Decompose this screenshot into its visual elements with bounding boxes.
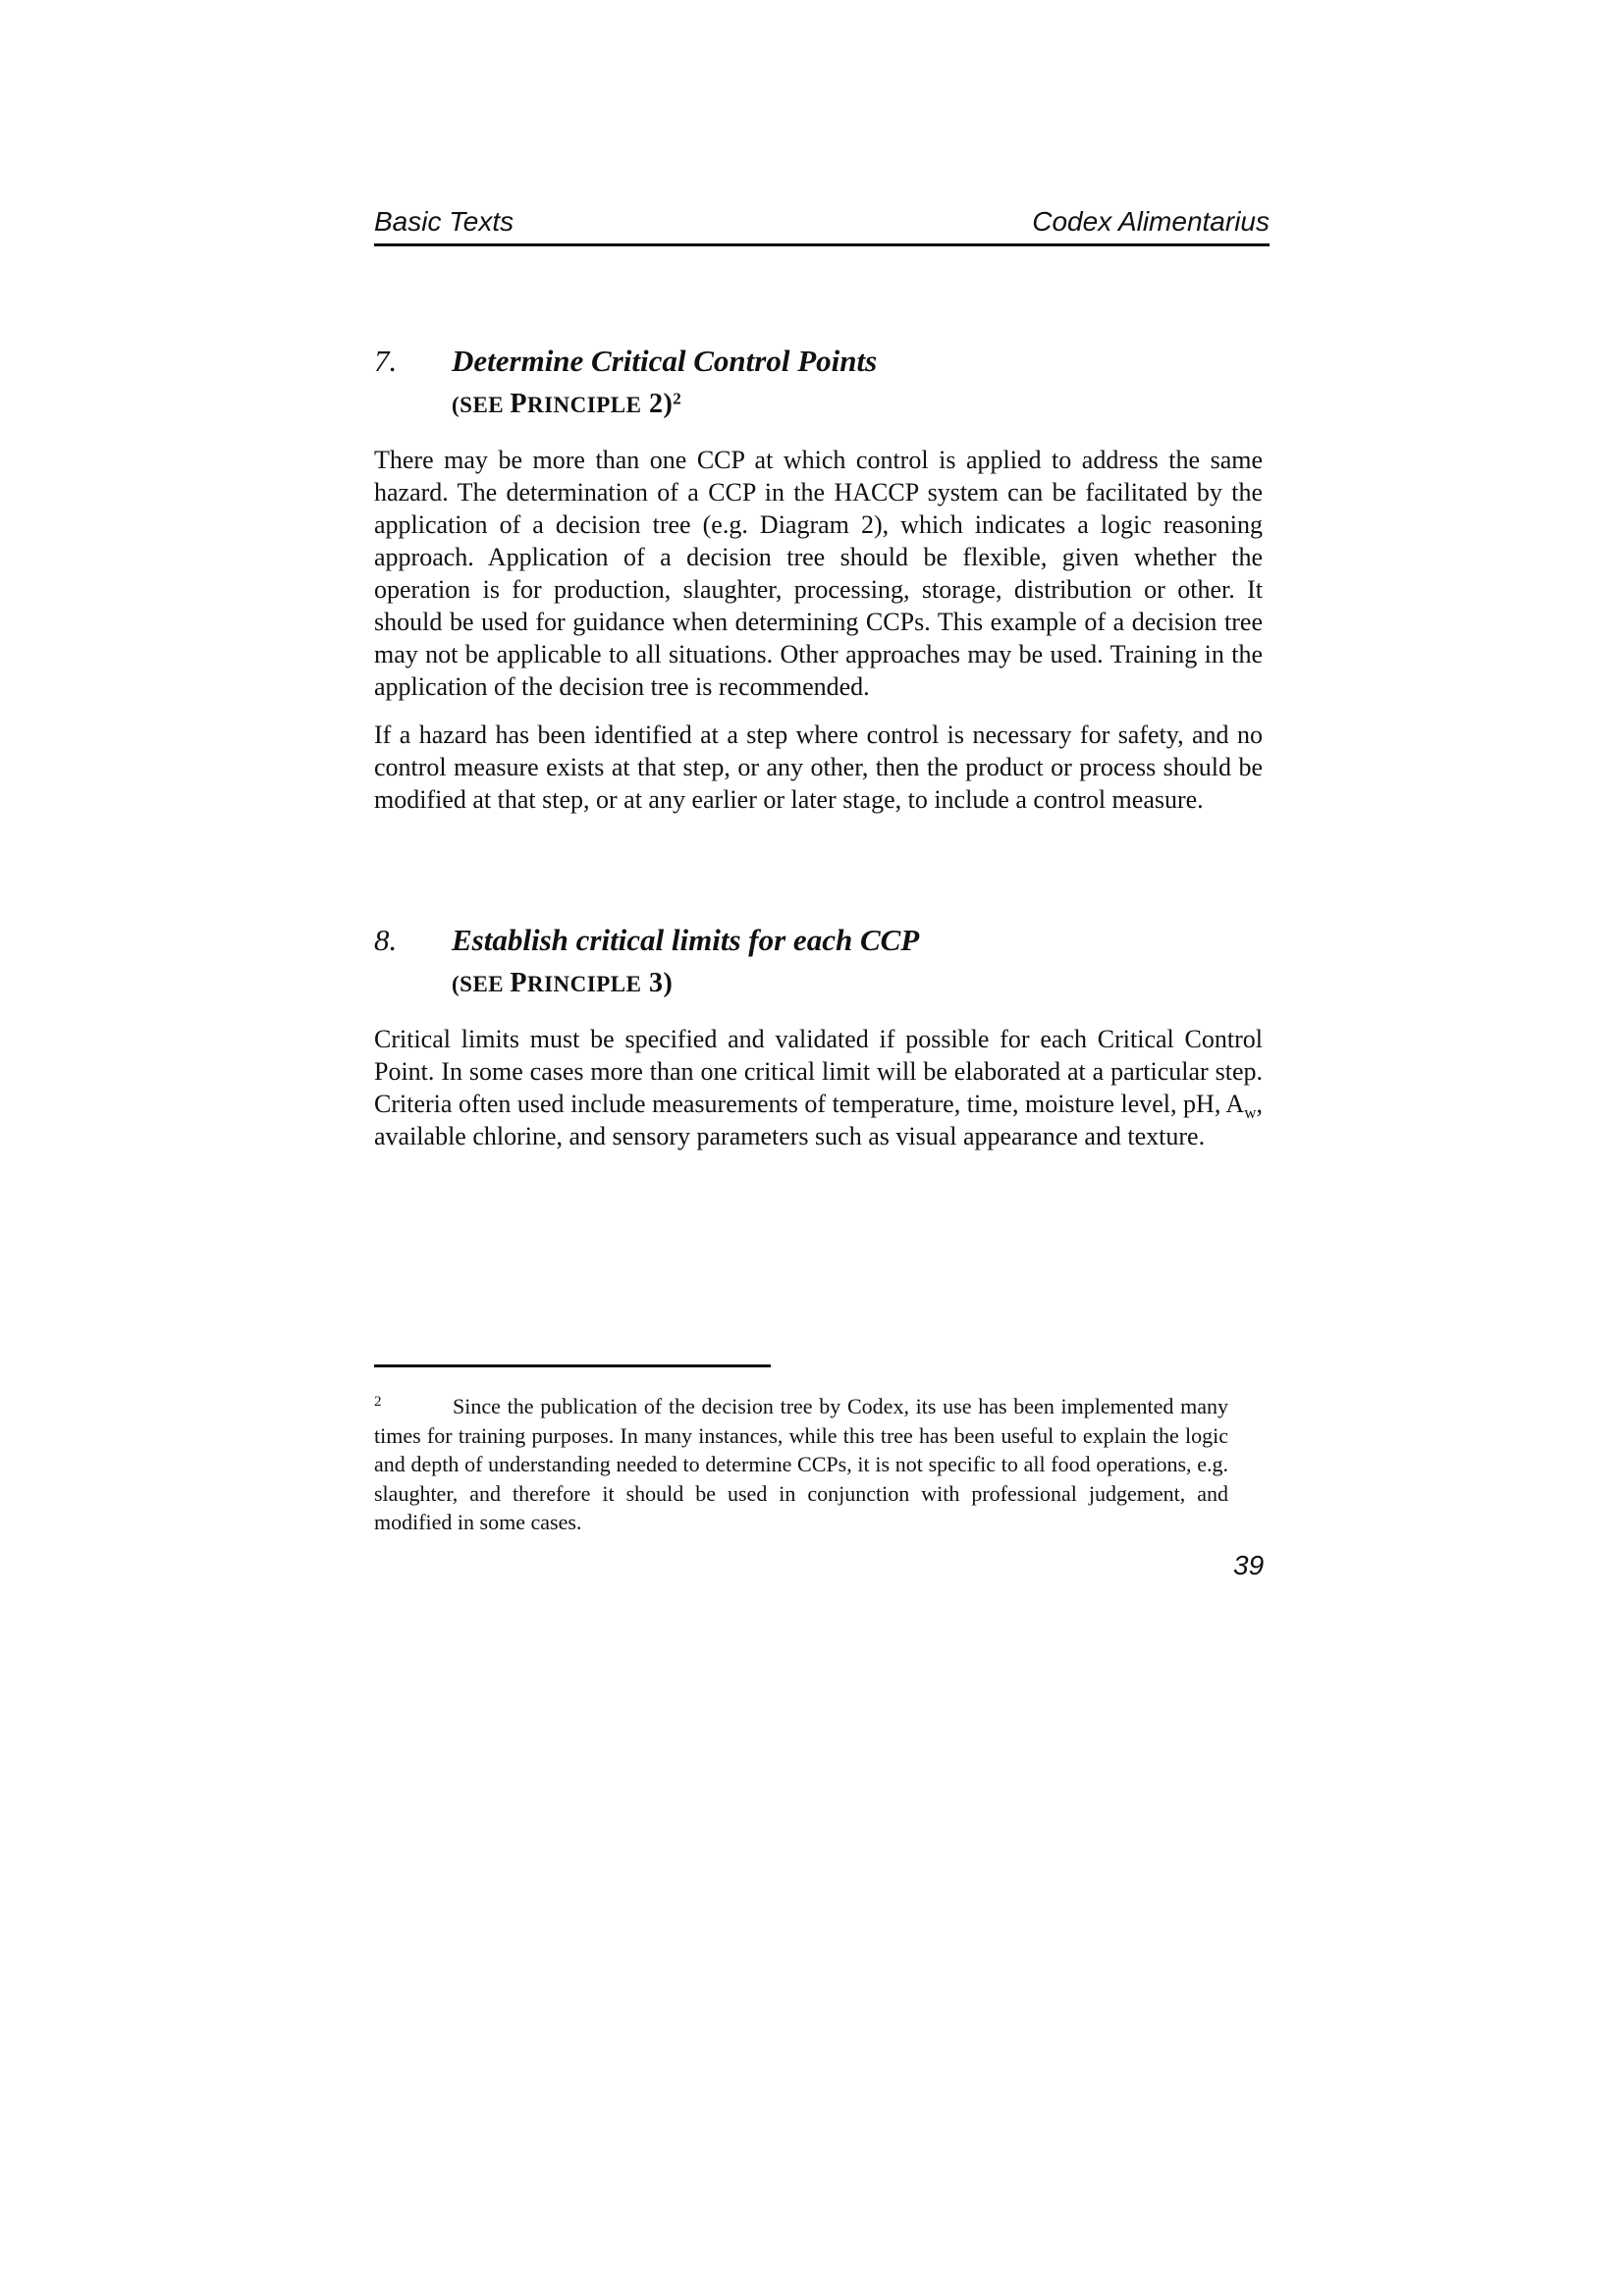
footnote-separator xyxy=(374,1364,771,1367)
section-number: 8. xyxy=(374,923,398,957)
section-number: 7. xyxy=(374,344,398,378)
section-8 xyxy=(374,923,1263,1152)
paragraph-text: Critical limits must be specified and validated if possible for each Critical Control Point. In some cases more than one critical limit will be elaborated at a particular step. Criteria often used include measurements of temperature, time, moisture level, pH, A xyxy=(374,1025,1263,1118)
principle-prefix: (SEE xyxy=(452,393,511,417)
paragraph-text: , available chlorine, and sensory parameters such as visual appearance and texture. xyxy=(374,1090,1263,1150)
section-heading xyxy=(374,923,1263,962)
running-header xyxy=(374,202,1270,246)
principle-word: RINCIPLE xyxy=(527,972,642,996)
principle-initial: P xyxy=(510,389,527,419)
body-paragraph: There may be more than one CCP at which control is applied to address the same hazard. The determination of a CCP in the HACCP system can be facilitated by the application of a decision tree (e.g. Diagram 2), which indicates a logic reasoning approach. Application of a decision tree should be flexible, given whether the operation is for production, slaughter, processing, storage, distribution or other. It should be used for guidance when determining CCPs. This example of a decision tree may not be applicable to all situations. Other approaches may be used. Training in the application of the decision tree is recommended. xyxy=(374,446,1263,701)
footnote: 2 Since the publication of the decision tree by Codex, its use has been implemented many times for training purposes. In many instances, while this tree has been useful to explain the logic and depth of understanding needed to determine CCPs, it is not specific to all food operations, e.g. slaughter, and therefore it should be used in conjunction with professional judgement, and modified in some cases. xyxy=(374,1393,1228,1534)
page-number: 39 xyxy=(1233,1550,1265,1580)
principle-prefix: (SEE xyxy=(452,972,511,996)
water-activity-subscript: w xyxy=(1244,1103,1257,1123)
body-paragraph xyxy=(374,1023,1263,1152)
principle-word: RINCIPLE xyxy=(527,393,642,417)
footnote-text: Since the publication of the decision tree by Codex, its use has been implemented many times for training purposes. In many instances, while this tree has been useful to explain the logic and depth of understanding needed to determine CCPs, it is not specific to all food operations, e.g. slaughter, and therefore it should be used in conjunction with professional judgement, and modified in some cases. xyxy=(374,1394,1228,1534)
principle-number: 2) xyxy=(641,389,674,419)
section-title: Determine Critical Control Points xyxy=(452,344,878,378)
header-left-title: Basic Texts xyxy=(374,206,514,237)
header-right-title: Codex Alimentarius xyxy=(1032,206,1270,237)
principle-number: 3) xyxy=(641,968,674,998)
principle-reference xyxy=(452,389,1263,422)
footnote-reference[interactable]: 2 xyxy=(673,389,682,408)
section-title: Establish critical limits for each CCP xyxy=(452,923,920,957)
body-paragraph: If a hazard has been identified at a step where control is necessary for safety, and no control measure exists at that step, or any other, then the product or process should be modified at that step, or at any earlier or later stage, to include a control measure. xyxy=(374,721,1263,814)
section-heading xyxy=(374,344,1263,383)
section-7 xyxy=(374,344,1263,816)
principle-reference xyxy=(452,968,1263,1001)
principle-initial: P xyxy=(510,968,527,998)
